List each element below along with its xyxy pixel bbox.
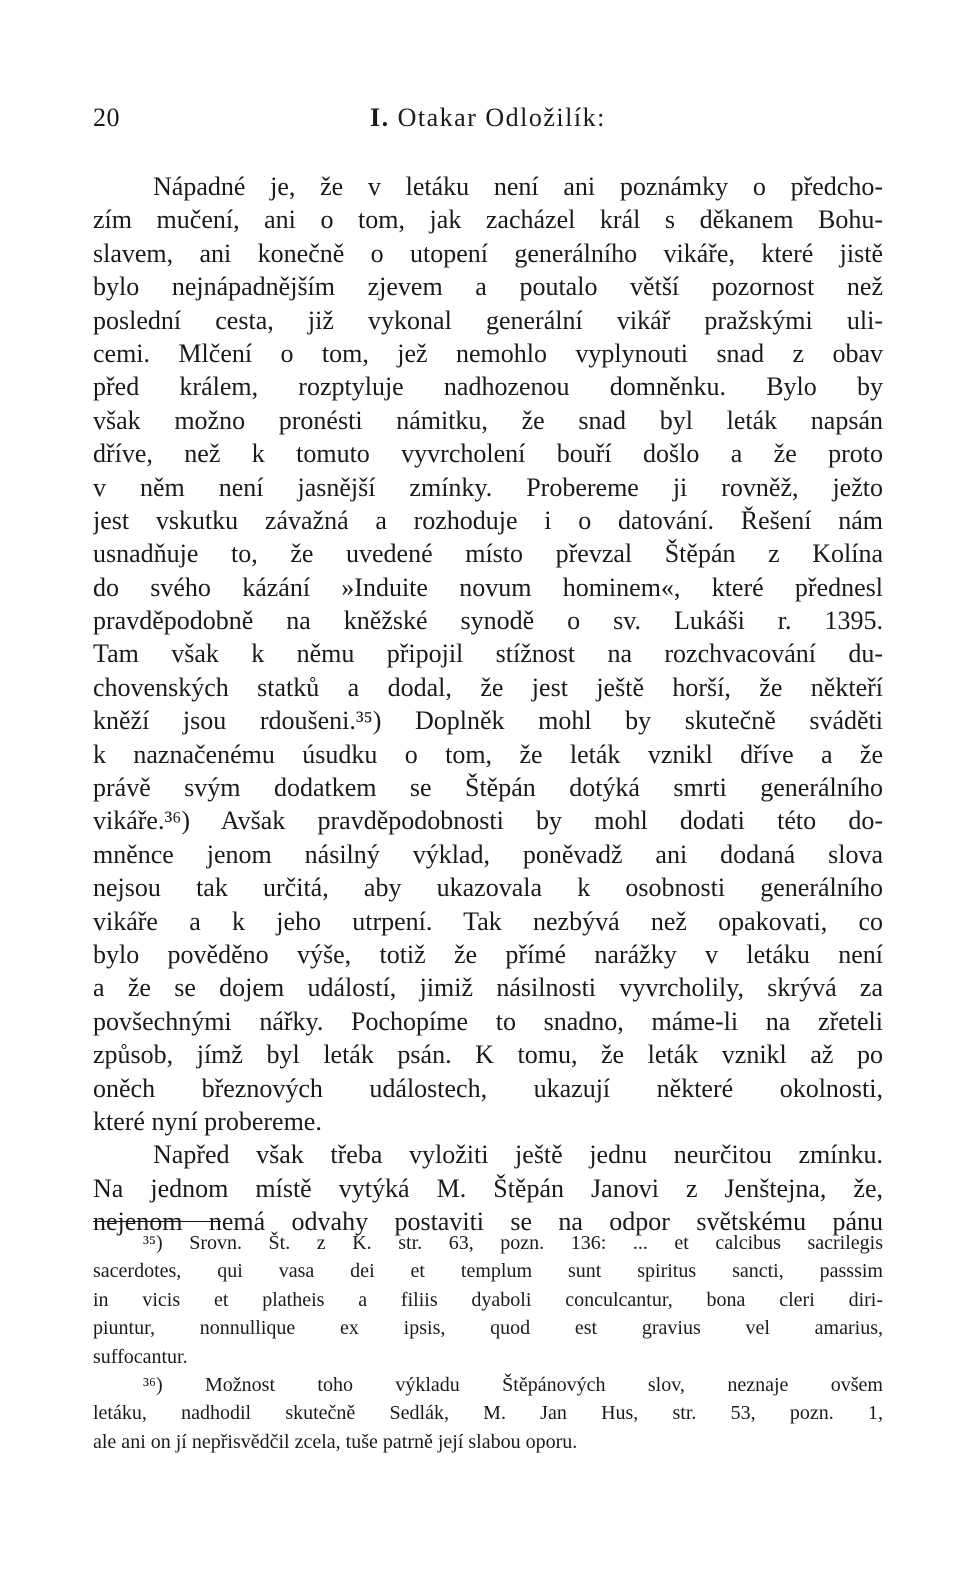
- text-line: oněch březnových událostech, ukazují některé okolnosti,: [93, 1073, 883, 1103]
- text-line: právě svým dodatkem se Štěpán dotýká smrti generálního: [93, 773, 883, 803]
- body-text: [93, 170, 883, 1239]
- text-line: dříve, než k tomuto vyvrcholení bouří došlo a že proto: [93, 439, 883, 469]
- text-line: chovenských statků a dodal, že jest ještě horší, že někteří: [93, 672, 883, 702]
- footnote-line: ³⁵) Srovn. Št. z K. str. 63, pozn. 136: ... et calcibus sacrilegis: [143, 1232, 883, 1254]
- text-line: cemi. Mlčení o tom, jež nemohlo vyplynouti snad z obav: [93, 338, 883, 368]
- paragraph: [93, 170, 883, 1138]
- footnote: [93, 1229, 883, 1371]
- footnote-line: letáku, nadhodil skutečně Sedlák, M. Jan Hus, str. 53, pozn. 1,: [93, 1402, 883, 1425]
- footnote-line: suffocantur.: [93, 1345, 188, 1368]
- footnote-rule: [93, 1221, 221, 1222]
- text-line: slavem, ani konečně o utopení generálního vikáře, které jistě: [93, 238, 883, 268]
- text-line: do svého kázání »Induite novum hominem«, které přednesl: [93, 572, 883, 602]
- text-line: poslední cesta, již vykonal generální vikář pražskými uli-: [93, 305, 883, 335]
- text-line: které nyní probereme.: [93, 1106, 322, 1136]
- text-line: Tam však k němu připojil stížnost na rozchvacování du-: [93, 639, 883, 669]
- text-line: nejsou tak určitá, aby ukazovala k osobnosti generálního: [93, 873, 883, 903]
- text-line: vikáře a k jeho utrpení. Tak nezbývá než opakovati, co: [93, 906, 883, 936]
- text-line: bylo nejnápadnějším zjevem a poutalo větší pozornost než: [93, 272, 883, 302]
- text-line: usnadňuje to, že uvedené místo převzal Štěpán z Kolína: [93, 539, 883, 569]
- text-line: povšechnými nářky. Pochopíme to snadno, máme-li na zřeteli: [93, 1006, 883, 1036]
- text-line: k naznačenému úsudku o tom, že leták vznikl dříve a že: [93, 739, 883, 769]
- text-line: Napřed však třeba vyložiti ještě jednu neurčitou zmínku.: [153, 1140, 883, 1170]
- paragraph: [93, 1138, 883, 1238]
- author-name: Otakar Odložilík:: [397, 103, 606, 132]
- footnote-line: ³⁶) Možnost toho výkladu Štěpánových slov, neznaje ovšem: [143, 1373, 883, 1396]
- text-line: mněnce jenom násilný výklad, poněvadž ani dodaná slova: [93, 839, 883, 869]
- text-line: Na jednom místě vytýká M. Štěpán Janovi z Jenštejna, že,: [93, 1173, 883, 1203]
- text-line: kněží jsou rdoušeni.³⁵) Doplněk mohl by skutečně sváděti: [93, 706, 883, 736]
- text-line: před králem, rozptyluje nadhozenou domněnku. Bylo by: [93, 372, 883, 402]
- text-line: nejenom nemá odvahy postaviti se na odpor světskému pánu: [93, 1207, 883, 1237]
- text-line: zím mučení, ani o tom, jak zacházel král s děkanem Bohu-: [93, 205, 883, 235]
- running-head: [370, 103, 606, 133]
- text-line: bylo pověděno výše, totiž že přímé narážky v letáku není: [93, 939, 883, 969]
- page-number: 20: [93, 103, 120, 132]
- text-line: způsob, jímž byl leták psán. K tomu, že leták vznikl až po: [93, 1040, 883, 1070]
- footnote-line: sacerdotes, qui vasa dei et templum sunt spiritus sancti, passsim: [93, 1260, 883, 1283]
- text-line: jest vskutku závažná a rozhoduje i o datování. Řešení nám: [93, 505, 883, 535]
- text-line: v něm není jasnější zmínky. Probereme ji rovněž, ježto: [93, 472, 883, 502]
- text-line: a že se dojem událostí, jimiž násilnosti vyvrcholily, skrývá za: [93, 973, 883, 1003]
- text-line: pravděpodobně na kněžské synodě o sv. Lukáši r. 1395.: [93, 606, 883, 636]
- footnote-line: piuntur, nonnullique ex ipsis, quod est gravius vel amarius,: [93, 1317, 883, 1340]
- footnote-line: in vicis et platheis a filiis dyaboli conculcantur, bona cleri diri-: [93, 1288, 883, 1311]
- footnote: [93, 1371, 883, 1456]
- text-line: však možno pronésti námitku, že snad byl leták napsán: [93, 405, 883, 435]
- footnote-line: ale ani on jí nepřisvědčil zcela, tuše patrně její slabou oporu.: [93, 1430, 578, 1453]
- author-initial: I.: [370, 103, 390, 132]
- footnotes: [93, 1229, 883, 1456]
- text-line: Nápadné je, že v letáku není ani poznámky o předcho-: [153, 172, 883, 201]
- text-line: vikáře.³⁶) Avšak pravděpodobnosti by mohl dodati této do-: [93, 806, 883, 836]
